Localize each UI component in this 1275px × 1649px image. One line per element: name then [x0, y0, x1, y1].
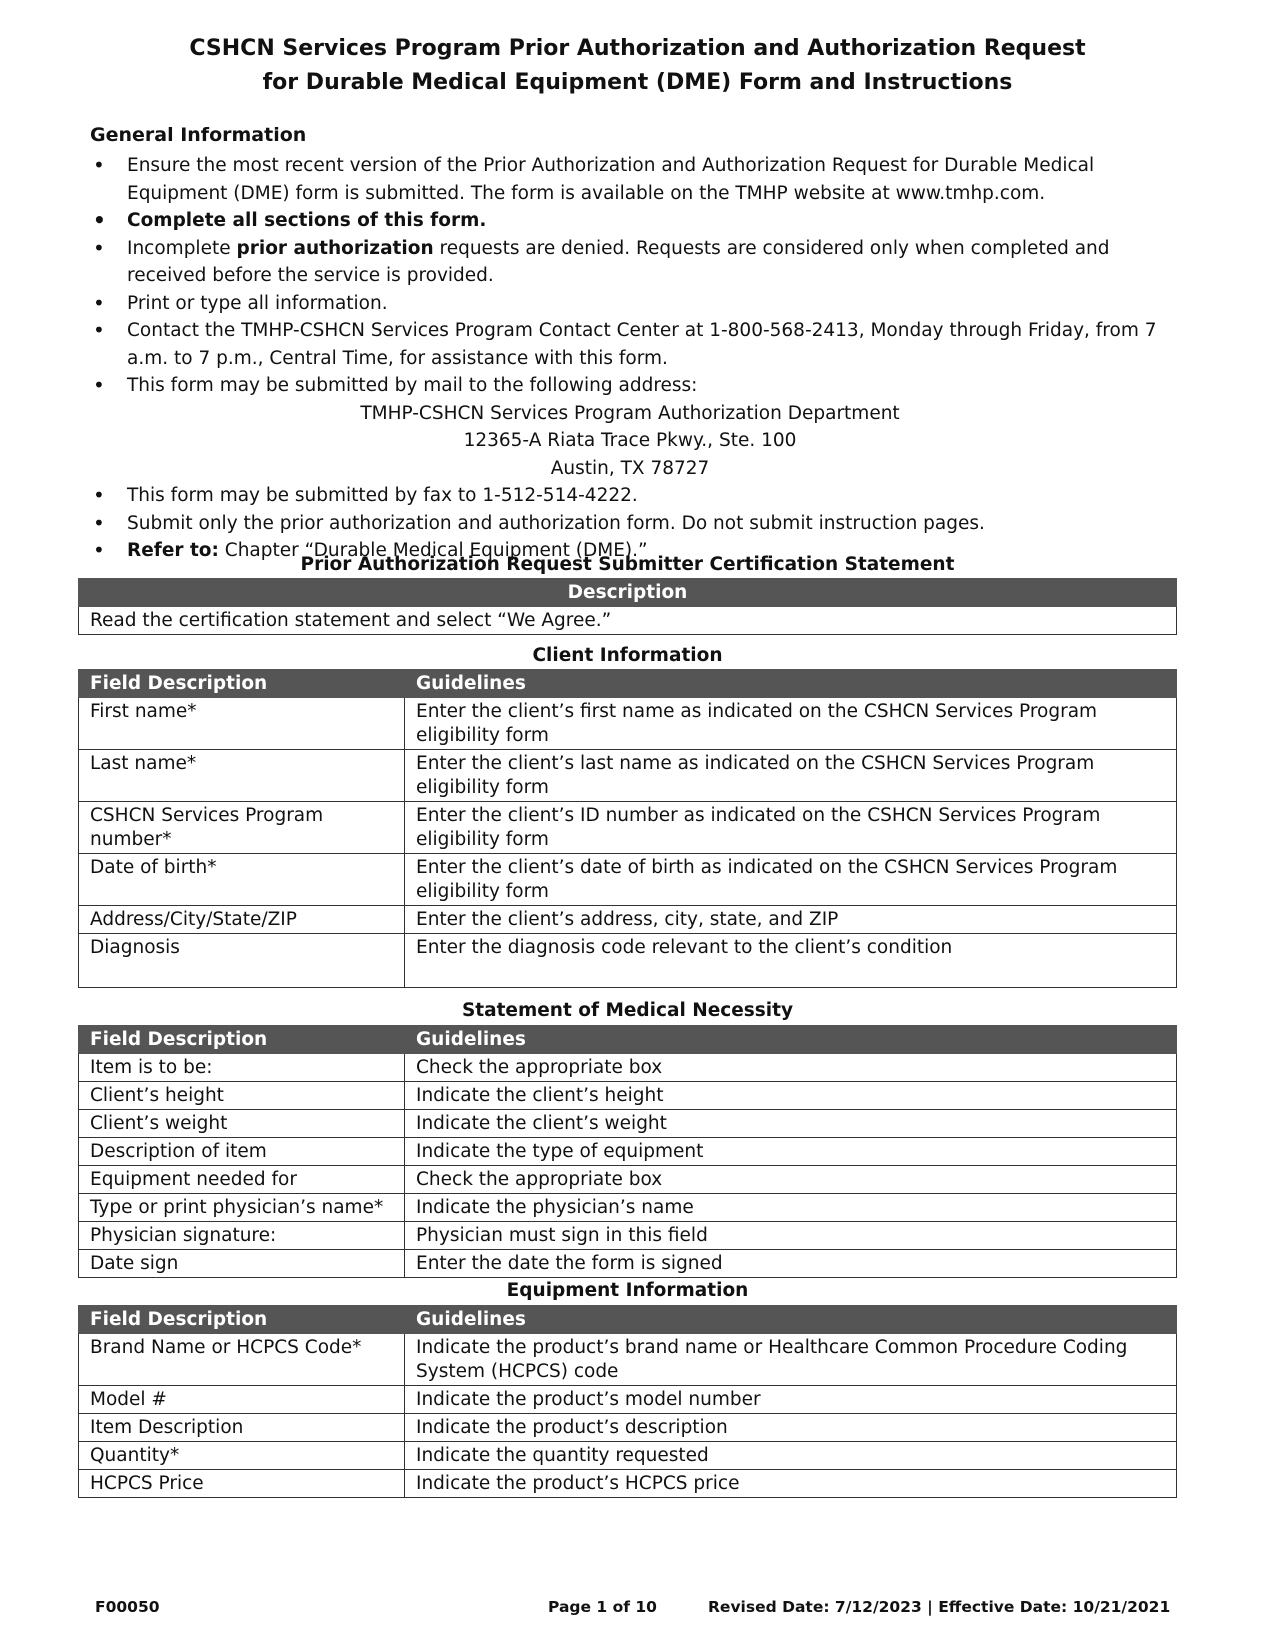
guideline-cell: Check the appropriate box [405, 1054, 1177, 1082]
table-row [79, 1082, 1177, 1110]
table-row [79, 750, 1177, 802]
guideline-cell: Enter the client’s ID number as indicated on the CSHCN Services Program eligibility form [405, 802, 1177, 854]
field-cell: Item Description [79, 1414, 405, 1442]
guideline-cell: Indicate the physician’s name [405, 1194, 1177, 1222]
field-cell: Address/City/State/ZIP [79, 906, 405, 934]
guideline-cell: Indicate the client’s height [405, 1082, 1177, 1110]
guideline-cell: Check the appropriate box [405, 1166, 1177, 1194]
field-cell: Diagnosis [79, 934, 405, 988]
mailing-address [90, 400, 1170, 483]
field-cell: Date sign [79, 1250, 405, 1278]
table-row [79, 1166, 1177, 1194]
page-number: Page 1 of 10 [548, 1598, 657, 1616]
table-header: Guidelines [405, 670, 1177, 698]
table-row [79, 1110, 1177, 1138]
equipment-information-section-title: Equipment Information [506, 1280, 749, 1301]
field-cell: Model # [79, 1386, 405, 1414]
guideline-cell: Enter the client’s first name as indicated on the CSHCN Services Program eligibility form [405, 698, 1177, 750]
list-item-text: requests are denied. Requests are considered only when completed and received before the service is provided. [127, 237, 1110, 286]
client-information-section-title: Client Information [532, 645, 723, 666]
guideline-cell: Indicate the product’s brand name or Healthcare Common Procedure Coding System (HCPCS) code [405, 1334, 1177, 1386]
medical-necessity-section-title: Statement of Medical Necessity [461, 1000, 794, 1021]
list-item: • This form may be submitted by fax to 1-512-514-4222. [90, 482, 1190, 510]
medical-necessity-table [78, 1025, 1177, 1278]
guideline-cell: Enter the diagnosis code relevant to the client’s condition [405, 934, 1177, 988]
guideline-cell: Indicate the type of equipment [405, 1138, 1177, 1166]
field-cell: Last name* [79, 750, 405, 802]
list-item: • Ensure the most recent version of the Prior Authorization and Authorization Request for Durable Medical Equipment (DME) form is submitted. The form is available on the TMHP website at www.tmhp.com. [90, 152, 1190, 207]
list-item-text: Chapter “Durable Medical Equipment (DME).” [218, 540, 648, 561]
table-row [79, 906, 1177, 934]
address-line: TMHP-CSHCN Services Program Authorization Department [360, 402, 900, 424]
field-cell: Client’s weight [79, 1110, 405, 1138]
equipment-information-table [78, 1305, 1177, 1498]
field-cell: Brand Name or HCPCS Code* [79, 1334, 405, 1386]
field-cell: CSHCN Services Program number* [79, 802, 405, 854]
table-row [79, 1138, 1177, 1166]
field-cell: Equipment needed for [79, 1166, 405, 1194]
guideline-cell: Indicate the product’s description [405, 1414, 1177, 1442]
list-item: • Complete all sections of this form. [90, 207, 1190, 235]
document-title [0, 32, 1275, 100]
field-cell: Quantity* [79, 1442, 405, 1470]
field-cell: Client’s height [79, 1082, 405, 1110]
table-row [79, 1054, 1177, 1082]
guideline-cell: Indicate the client’s weight [405, 1110, 1177, 1138]
list-item [90, 235, 1190, 290]
table-row [79, 1250, 1177, 1278]
list-item: • This form may be submitted by mail to the following address: [90, 372, 1190, 400]
table-row [79, 1442, 1177, 1470]
guideline-cell: Enter the client’s last name as indicated on the CSHCN Services Program eligibility form [405, 750, 1177, 802]
revision-dates: Revised Date: 7/12/2023 | Effective Date: 10/21/2021 [708, 1598, 1171, 1616]
table-header: Field Description [79, 1026, 405, 1054]
table-cell: Read the certification statement and select “We Agree.” [79, 607, 1177, 635]
field-cell: Type or print physician’s name* [79, 1194, 405, 1222]
table-row [79, 1470, 1177, 1498]
certification-table [78, 578, 1177, 635]
guideline-cell: Physician must sign in this field [405, 1222, 1177, 1250]
address-line: 12365-A Riata Trace Pkwy., Ste. 100 [463, 430, 797, 451]
field-cell: Item is to be: [79, 1054, 405, 1082]
general-information-list [90, 152, 1190, 565]
table-row [79, 1386, 1177, 1414]
table-row [79, 934, 1177, 988]
field-cell: Physician signature: [79, 1222, 405, 1250]
title-line-1: CSHCN Services Program Prior Authorization and Authorization Request [189, 36, 1086, 61]
guideline-cell: Indicate the quantity requested [405, 1442, 1177, 1470]
table-row [79, 1334, 1177, 1386]
field-cell: HCPCS Price [79, 1470, 405, 1498]
title-line-2: for Durable Medical Equipment (DME) Form and Instructions [262, 70, 1013, 95]
table-header: Field Description [79, 1306, 405, 1334]
list-item-emphasis: Refer to: [127, 540, 219, 561]
field-cell: Description of item [79, 1138, 405, 1166]
table-row [79, 1194, 1177, 1222]
list-item: • Print or type all information. [90, 290, 1190, 318]
list-item-emphasis: prior authorization [236, 237, 434, 259]
table-header: Description [79, 579, 1177, 607]
certification-section-title: Prior Authorization Request Submitter Certification Statement [300, 554, 955, 575]
table-row [79, 1414, 1177, 1442]
address-line: Austin, TX 78727 [550, 457, 710, 479]
table-header: Guidelines [405, 1306, 1177, 1334]
table-row [79, 854, 1177, 906]
general-information-heading: General Information [90, 124, 307, 146]
table-row [79, 1222, 1177, 1250]
guideline-cell: Enter the date the form is signed [405, 1250, 1177, 1278]
field-cell: First name* [79, 698, 405, 750]
table-row [79, 802, 1177, 854]
table-row [79, 698, 1177, 750]
client-information-table [78, 669, 1177, 988]
field-cell: Date of birth* [79, 854, 405, 906]
guideline-cell: Enter the client’s address, city, state, and ZIP [405, 906, 1177, 934]
guideline-cell: Indicate the product’s HCPCS price [405, 1470, 1177, 1498]
table-header: Guidelines [405, 1026, 1177, 1054]
form-number: F00050 [95, 1598, 160, 1616]
table-header: Field Description [79, 670, 405, 698]
list-item: • Submit only the prior authorization and authorization form. Do not submit instruction pages. [90, 510, 1190, 538]
guideline-cell: Indicate the product’s model number [405, 1386, 1177, 1414]
guideline-cell: Enter the client’s date of birth as indicated on the CSHCN Services Program eligibility form [405, 854, 1177, 906]
list-item: • Contact the TMHP-CSHCN Services Program Contact Center at 1-800-568-2413, Monday through Friday, from 7 a.m. to 7 p.m., Central Time, for assistance with this form. [90, 317, 1190, 372]
list-item-text: Incomplete [127, 237, 237, 259]
